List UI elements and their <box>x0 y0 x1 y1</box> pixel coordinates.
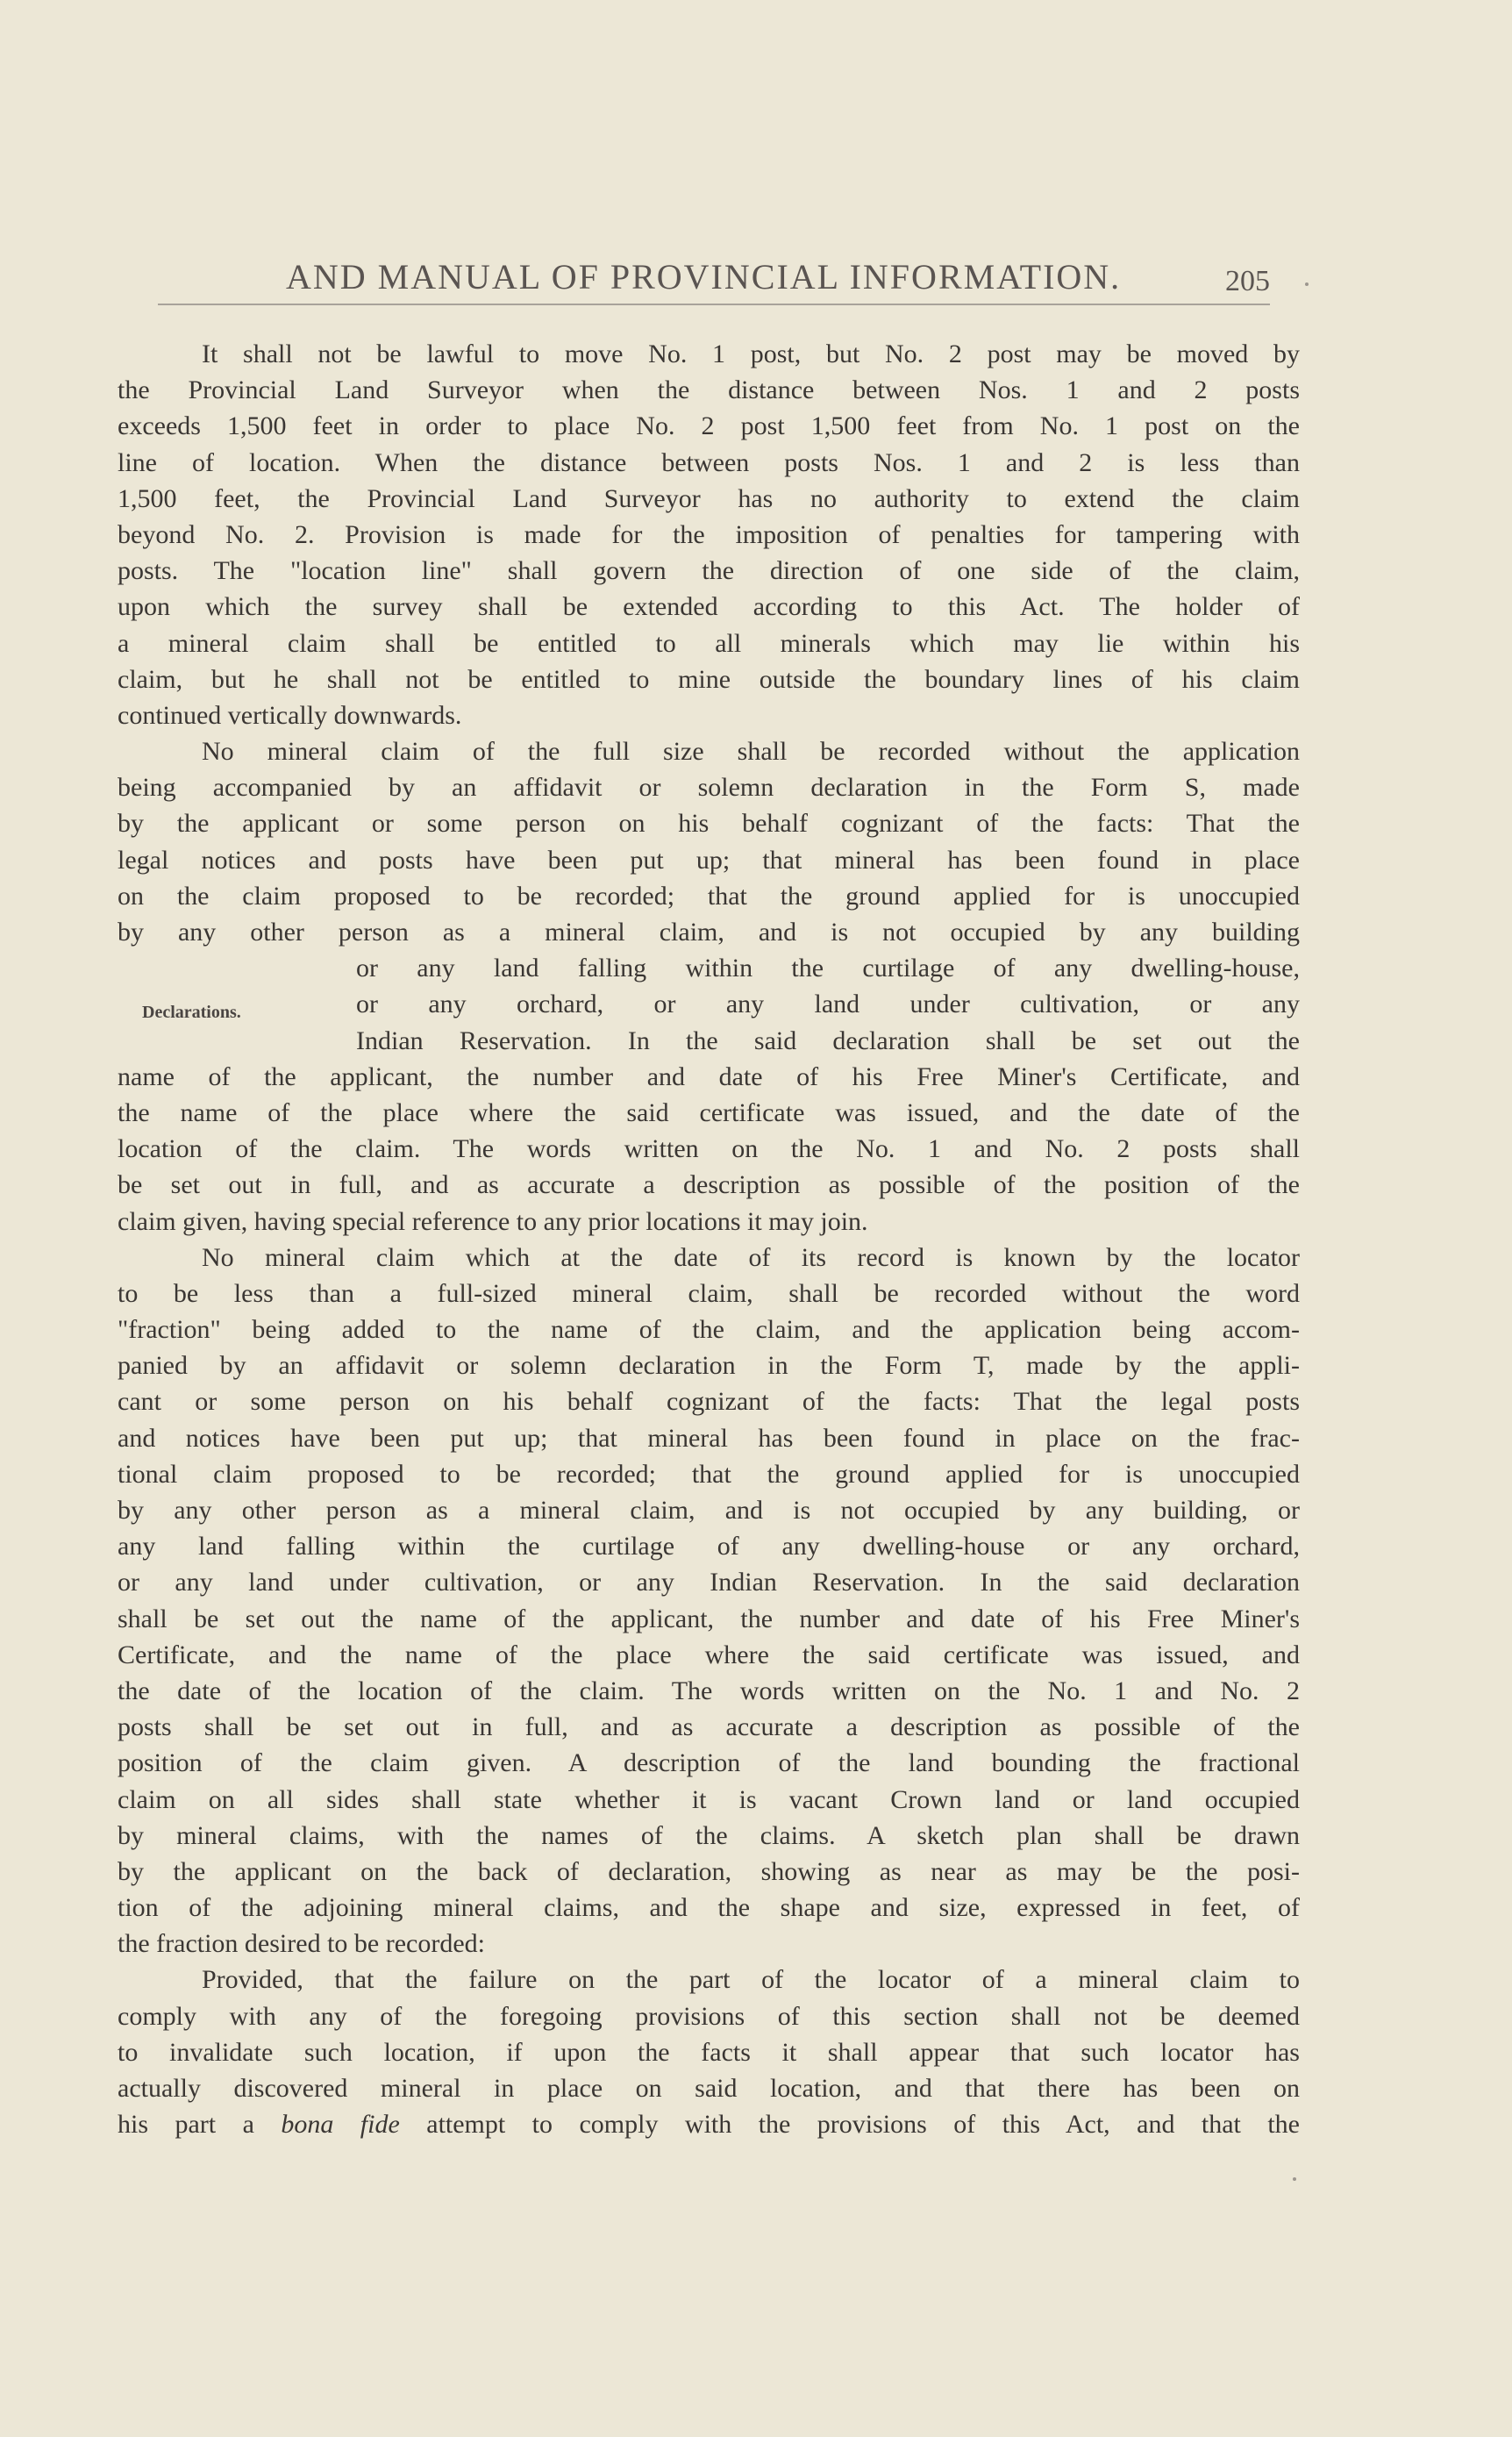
text-line: claim given, having special reference to any prior locations it may join. <box>118 1206 868 1236</box>
text-line: on the claim proposed to be recorded; that the ground applied for is unoccupied <box>118 881 1300 911</box>
text-line: comply with any of the foregoing provisions of this section shall not be deemed <box>118 2001 1300 2031</box>
text-line: actually discovered mineral in place on said location, and that there has been on <box>118 2074 1300 2103</box>
text-line: be set out in full, and as accurate a description as possible of the position of the <box>118 1170 1300 1200</box>
text-line: name of the applicant, the number and date of his Free Miner's Certificate, and <box>118 1061 1300 1091</box>
text-line: by the applicant on the back of declaration, showing as near as may be the posi- <box>118 1856 1300 1886</box>
text-line: exceeds 1,500 feet in order to place No. 2 post 1,500 feet from No. 1 post on the <box>118 411 1300 441</box>
text-line: claim, but he shall not be entitled to mine outside the boundary lines of his claim <box>118 664 1300 694</box>
margin-mark <box>1293 2177 1296 2181</box>
text-line: or any orchard, or any land under cultivation, or any <box>356 990 1300 1019</box>
text-line: to invalidate such location, if upon the facts it shall appear that such locator has <box>118 2037 1300 2067</box>
text-line: by mineral claims, with the names of the claims. A sketch plan shall be drawn <box>118 1820 1300 1850</box>
text-line: a mineral claim shall be entitled to all minerals which may lie within his <box>118 628 1300 658</box>
text-line: No mineral claim of the full size shall be recorded without the application <box>202 737 1300 767</box>
margin-mark <box>1305 282 1309 286</box>
text-line: claim on all sides shall state whether it is vacant Crown land or land occupied <box>118 1784 1300 1814</box>
header-rule <box>158 304 1270 305</box>
margin-note-declarations: Declarations. <box>142 1003 241 1022</box>
text-line: or any land under cultivation, or any Indian Reservation. In the said declaration <box>118 1568 1300 1597</box>
text-line: or any land falling within the curtilage of any dwelling-house, <box>356 954 1300 983</box>
text-line: position of the claim given. A description of the land bounding the fractional <box>118 1748 1300 1778</box>
text-line: location of the claim. The words written on the No. 1 and No. 2 posts shall <box>118 1134 1300 1164</box>
text-line: the name of the place where the said certificate was issued, and the date of the <box>118 1097 1300 1127</box>
text-line: tional claim proposed to be recorded; that the ground applied for is unoccupied <box>118 1459 1300 1489</box>
text-line: Certificate, and the name of the place where the said certificate was issued, and <box>118 1640 1300 1669</box>
page-number: 205 <box>1225 265 1270 297</box>
text-line: No mineral claim which at the date of its record is known by the locator <box>202 1242 1300 1272</box>
text-line: by any other person as a mineral claim, and is not occupied by any building, or <box>118 1496 1300 1525</box>
final-line-before: his part a <box>118 2110 282 2140</box>
text-line: any land falling within the curtilage of any dwelling-house or any orchard, <box>118 1532 1300 1562</box>
text-line: cant or some person on his behalf cognizant of the facts: That the legal posts <box>118 1387 1300 1417</box>
text-line: 1,500 feet, the Provincial Land Surveyor has no authority to extend the claim <box>118 483 1300 513</box>
text-line: Indian Reservation. In the said declaration shall be set out the <box>356 1026 1300 1055</box>
text-line: shall be set out the name of the applicant, the number and date of his Free Miner's <box>118 1604 1300 1633</box>
text-line: line of location. When the distance between posts Nos. 1 and 2 is less than <box>118 447 1300 477</box>
text-line: to be less than a full-sized mineral claim, shall be recorded without the word <box>118 1278 1300 1308</box>
body-text <box>118 336 1300 2142</box>
text-line: being accompanied by an affidavit or solemn declaration in the Form S, made <box>118 773 1300 803</box>
text-line: legal notices and posts have been put up; that mineral has been found in place <box>118 845 1300 875</box>
text-line: It shall not be lawful to move No. 1 post, but No. 2 post may be moved by <box>202 339 1300 368</box>
text-line: posts. The "location line" shall govern the direction of one side of the claim, <box>118 556 1300 586</box>
text-line: Provided, that the failure on the part of the locator of a mineral claim to <box>202 1965 1300 1995</box>
text-line: beyond No. 2. Provision is made for the imposition of penalties for tampering with <box>118 519 1300 549</box>
running-head: AND MANUAL OF PROVINCIAL INFORMATION. <box>286 257 1122 297</box>
text-line: upon which the survey shall be extended according to this Act. The holder of <box>118 592 1300 622</box>
text-line: continued vertically downwards. <box>118 700 462 730</box>
text-line: tion of the adjoining mineral claims, and the shape and size, expressed in feet, of <box>118 1893 1300 1923</box>
final-line-after: attempt to comply with the provisions of this Act, and that the <box>399 2110 1301 2140</box>
text-line: posts shall be set out in full, and as accurate a description as possible of the <box>118 1712 1300 1742</box>
text-line: the date of the location of the claim. The words written on the No. 1 and No. 2 <box>118 1676 1300 1705</box>
text-line: by the applicant or some person on his behalf cognizant of the facts: That the <box>118 809 1300 839</box>
text-line-final <box>118 2106 1300 2142</box>
text-line: "fraction" being added to the name of the claim, and the application being accom- <box>118 1315 1300 1345</box>
text-line: the Provincial Land Surveyor when the distance between Nos. 1 and 2 posts <box>118 375 1300 405</box>
text-line: by any other person as a mineral claim, and is not occupied by any building <box>118 918 1300 947</box>
text-line: and notices have been put up; that mineral has been found in place on the frac- <box>118 1423 1300 1453</box>
bona-fide-phrase: bona fide <box>281 2110 400 2140</box>
text-line: panied by an affidavit or solemn declaration in the Form T, made by the appli- <box>118 1351 1300 1381</box>
text-line: the fraction desired to be recorded: <box>118 1929 485 1959</box>
